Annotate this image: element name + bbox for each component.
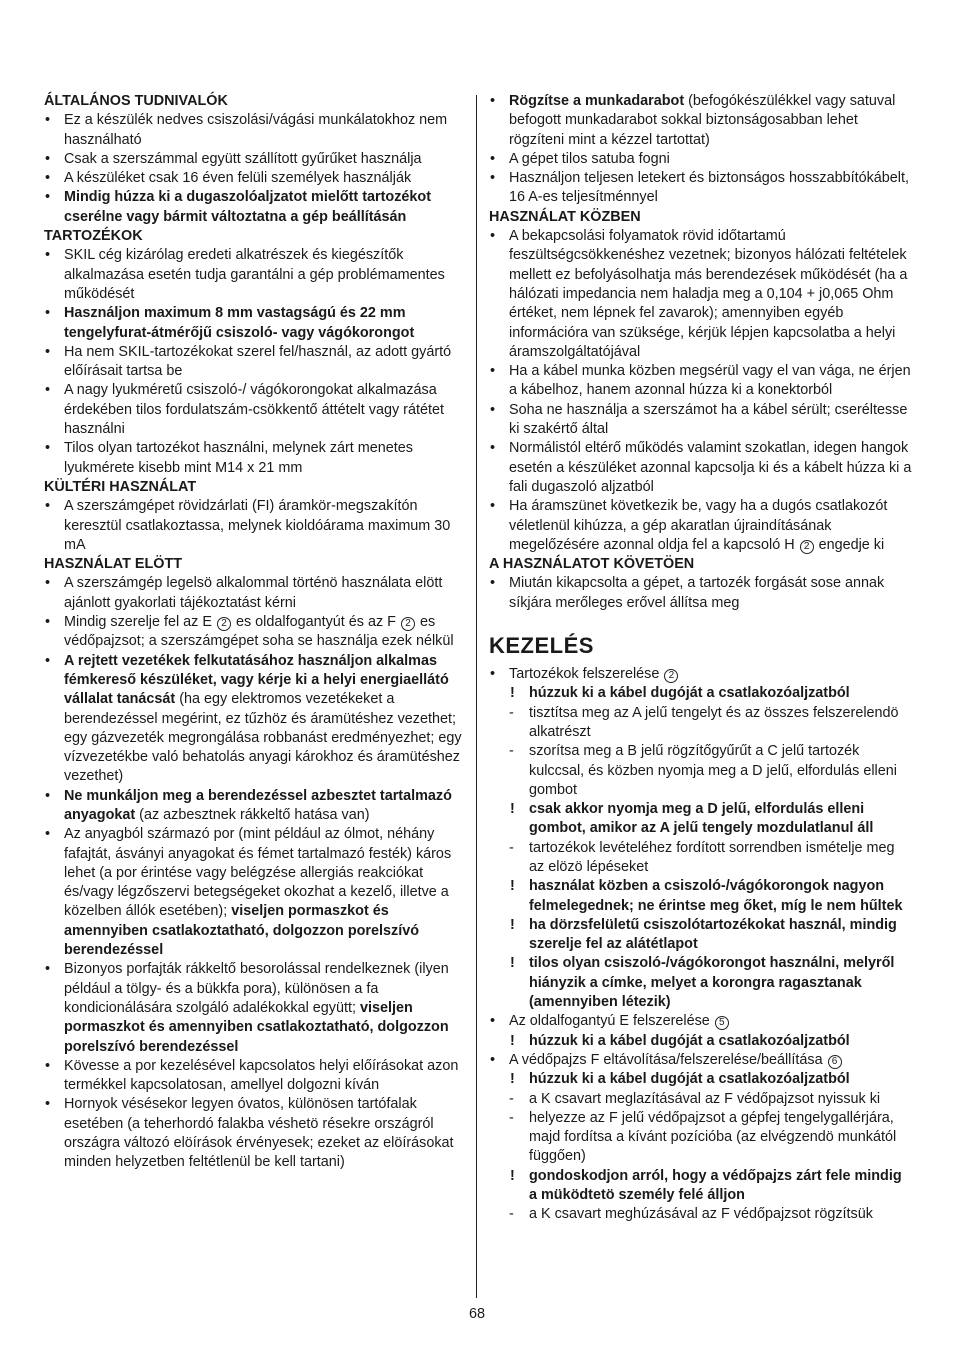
plain-text: Az anyagból származó por (mint például az ólmot, néhány fafajtát, ásványi anyagokat és fémet tartalmazó festék) káros lehet (a por érintése vagy belégzése allergiás reakciókat és/vagy légzőszervi betegségeket okozhat a kezelő, illetve a közelben állók esetében); xyxy=(64,826,452,920)
dash-item xyxy=(489,839,913,878)
bold-text: húzzuk ki a kábel dugóját a csatlakozóaljzatból xyxy=(529,1071,850,1088)
bullet-item xyxy=(489,1012,913,1031)
warning-marker: ! xyxy=(510,801,515,818)
plain-text: Mindig szerelje fel az E xyxy=(64,614,216,631)
plain-text: a K csavart meghúzásával az F védőpajzsot rögzítsük xyxy=(529,1206,873,1223)
item-text xyxy=(64,112,447,147)
bullet-item xyxy=(44,169,464,188)
bullet-marker: • xyxy=(45,498,51,515)
plain-text: Ez a készülék nedves csiszolási/vágási munkálatokhoz nem használható xyxy=(64,112,448,148)
warning-item xyxy=(489,954,913,1012)
item-text xyxy=(529,801,873,836)
section-title-kezeles: KEZELÉS xyxy=(489,633,594,659)
plain-text: Csak a szerszámmal együtt szállított gyűrűket használja xyxy=(64,150,422,167)
bullet-marker: • xyxy=(490,363,496,380)
dash-item xyxy=(489,704,913,743)
bold-text: A rejtett vezetékek felkutatásához használjon alkalmas fémkereső készüléket, vagy kérje ki a helyi energiaellátó vállalat tanácsát xyxy=(64,652,449,708)
item-text xyxy=(529,1033,850,1049)
heading-hasznalat-elott: HASZNÁLAT ELÖTT xyxy=(44,556,183,573)
plain-text: engedje ki xyxy=(814,536,885,553)
figure-ref-badge: 2 xyxy=(800,540,814,554)
bullet-item xyxy=(489,227,913,362)
item-text xyxy=(529,1071,850,1087)
item-text xyxy=(64,151,422,167)
bullet-marker: • xyxy=(45,1057,51,1074)
plain-text: A védőpajzs F eltávolítása/felszerelése/beállítása xyxy=(509,1051,827,1068)
bullet-item xyxy=(44,960,464,1056)
dash-marker: - xyxy=(509,1206,514,1223)
bullet-marker: • xyxy=(45,826,51,843)
item-text xyxy=(529,1091,880,1107)
figure-ref-badge: 5 xyxy=(715,1016,729,1030)
bullet-item xyxy=(489,439,913,497)
bullet-marker: • xyxy=(45,961,51,978)
warning-marker: ! xyxy=(510,955,515,972)
plain-text: Bizonyos porfajták rákkeltő besorolással rendelkeznek (ilyen például a tölgy- és a bükkfa pora), különösen a fa kondicionálására szolgáló adalékokkal együtt; xyxy=(64,961,449,1016)
left-column xyxy=(44,92,464,1173)
plain-text: SKIL cég kizárólag eredeti alkatrészek és kiegészítők alkalmazása esetén tudja garantálni a gép problémamentes működését xyxy=(64,247,445,302)
item-text xyxy=(64,440,413,475)
bullet-item xyxy=(44,381,464,439)
bold-text: csak akkor nyomja meg a D jelű, elfordulás elleni gombot, amikor az A jelű tengely mozdulatlanul áll xyxy=(529,801,874,837)
item-text xyxy=(64,498,450,553)
bullet-item xyxy=(44,150,464,169)
warning-item xyxy=(489,684,913,703)
item-text xyxy=(64,170,411,186)
bold-text: húzzuk ki a kábel dugóját a csatlakozóaljzatból xyxy=(529,1032,850,1049)
right-column xyxy=(489,92,913,1225)
bullet-marker: • xyxy=(45,382,51,399)
heading-tartozekok: TARTOZÉKOK xyxy=(44,228,143,245)
item-text xyxy=(509,363,911,398)
dash-marker: - xyxy=(509,704,514,721)
plain-text: A szerszámgép legelsö alkalommal történö használata elött ajánlott gyakorlati tájékoztatást kérni xyxy=(64,575,443,611)
heading-hasznalat-kozben: HASZNÁLAT KÖZBEN xyxy=(489,208,641,225)
bold-text: viseljen pormaszkot és amennyiben csatlakoztatható, dolgozzon porelszívó berendezéssel xyxy=(64,903,420,959)
plain-text: A bekapcsolási folyamatok rövid időtartamú feszültségcsökkenéshez vezetnek; bizonyos hálózati feltételek mellett ez befolyásolhatja más berendezések működését (ha a hálózati impedancia nem haladja meg a 0,104 + j0,065 Ohm értéket, nem lépnek fel zavarok); amennyiben egyéb információra van szüksége, kérjük lépjen kapcsolatba a helyi áramszolgáltatójával xyxy=(509,228,908,360)
plain-text: (az azbesztnek rákkeltő hatása van) xyxy=(135,806,370,823)
dash-marker: - xyxy=(509,1109,514,1126)
figure-ref-badge: 2 xyxy=(401,617,415,631)
item-text xyxy=(64,961,449,1054)
item-text xyxy=(529,743,897,798)
warning-marker: ! xyxy=(510,878,515,895)
bullet-marker: • xyxy=(490,228,496,245)
item-text xyxy=(509,1052,843,1068)
bullet-marker: • xyxy=(490,170,496,187)
item-text xyxy=(64,826,451,958)
bullet-item xyxy=(44,188,464,227)
item-text xyxy=(529,685,850,701)
bullet-marker: • xyxy=(45,247,51,264)
bullet-item xyxy=(489,92,913,150)
item-text xyxy=(529,1168,902,1203)
plain-text: (ha egy elektromos vezetékeket a berendezéssel megérint, ez tűzhöz és áramütéshez vezethet; egy gázvezeték megrongálása robbanást eredményezhet; egy vízvezetékbe való behatolás anyagi károkhoz és áramütéshez vezethet) xyxy=(64,691,462,785)
dash-item xyxy=(489,742,913,800)
item-text xyxy=(64,614,454,649)
plain-text: Az oldalfogantyú E felszerelése xyxy=(509,1013,714,1030)
warning-item xyxy=(489,877,913,916)
plain-text: Hornyok vésésekor legyen óvatos, különösen tartófalak esetében (a teherhordó falakba véshetö résekre országról országra változó elöírások érvényesek; ezeket az elöírásokat minden helyzetben feltétlenül be kell tartani) xyxy=(64,1096,454,1171)
bold-text: használat közben a csiszoló-/vágókorongok nagyon felmelegednek; ne érintse meg őket, míg le nem hűltek xyxy=(529,878,903,914)
plain-text: Soha ne használja a szerszámot ha a kábel sérült; cseréltesse ki szakértő által xyxy=(509,401,908,438)
item-text xyxy=(529,1110,896,1165)
plain-text: es oldalfogantyút és az F xyxy=(231,614,400,631)
bullet-marker: • xyxy=(45,305,51,322)
item-text xyxy=(529,917,897,952)
item-text xyxy=(509,151,670,167)
heading-altalanos: ÁLTALÁNOS TUDNIVALÓK xyxy=(44,93,228,109)
bold-text: tilos olyan csiszoló-/vágókorongot használni, melyről hiányzik a címke, melyet a korongra ragasztanak (amennyiben létezik) xyxy=(529,955,895,1011)
item-text xyxy=(64,382,444,437)
dash-marker: - xyxy=(509,1090,514,1107)
warning-item xyxy=(489,800,913,839)
bullet-item xyxy=(44,439,464,478)
dash-item xyxy=(489,1109,913,1167)
bullet-marker: • xyxy=(45,575,51,592)
item-text xyxy=(64,189,431,224)
bullet-item xyxy=(489,401,913,440)
bullet-marker: • xyxy=(45,112,51,129)
dash-item xyxy=(489,1090,913,1109)
plain-text: Kövesse a por kezelésével kapcsolatos helyi előírásokat azon termékkel kapcsolatosan, amellyel dolgozni kíván xyxy=(64,1057,459,1094)
item-text xyxy=(64,653,462,785)
plain-text: es védőpajzsot; a szerszámgépet soha se használja ezek nélkül xyxy=(64,614,454,650)
bold-text: gondoskodjon arról, hogy a védőpajzs zárt fele mindig a müködtetö személy felé álljon xyxy=(529,1167,902,1204)
item-text xyxy=(509,575,884,610)
item-text xyxy=(64,247,445,302)
item-text xyxy=(509,402,907,437)
heading-hasznalatot-kovetoen: A HASZNÁLATOT KÖVETÖEN xyxy=(489,556,695,573)
plain-text: helyezze az F jelű védőpajzsot a gépfej tengelygallérjára, majd fordítsa a kívánt pozícióba (az elvégzendö munkától függően) xyxy=(529,1109,897,1165)
warning-marker: ! xyxy=(510,1167,515,1184)
warning-marker: ! xyxy=(510,916,515,933)
warning-marker: ! xyxy=(510,1032,515,1049)
figure-ref-badge: 6 xyxy=(828,1055,842,1069)
item-text xyxy=(529,955,894,1010)
bullet-marker: • xyxy=(45,343,51,360)
warning-item xyxy=(489,916,913,955)
item-text xyxy=(509,666,679,682)
bold-text: viseljen pormaszkot és amennyiben csatlakoztatható, dolgozzon porelszívó berendezéssel xyxy=(64,999,449,1055)
bullet-marker: • xyxy=(45,787,51,804)
plain-text: a K csavart meglazításával az F védőpajzsot nyissuk ki xyxy=(529,1090,881,1107)
bullet-marker: • xyxy=(490,1051,496,1068)
bullet-item xyxy=(44,825,464,960)
item-text xyxy=(529,705,899,740)
plain-text: Normálistól eltérő működés valamint szokatlan, idegen hangok esetén a készüléket azonnal kapcsolja ki és a kábelt húzza ki a fali dugaszoló aljzatból xyxy=(509,440,912,495)
item-text xyxy=(64,575,442,610)
item-text xyxy=(509,440,911,495)
plain-text: szorítsa meg a B jelű rögzítőgyűrűt a C jelű tartozék kulccsal, és közben nyomja meg a D jelű, elfordulás elleni gombot xyxy=(529,743,897,798)
plain-text: A szerszámgépet rövidzárlati (FI) áramkör-megszakítón keresztül csatlakoztassa, melynek kioldóárama maximum 30 mA xyxy=(64,498,451,553)
plain-text: A gépet tilos satuba fogni xyxy=(509,150,670,167)
item-text xyxy=(64,1096,454,1170)
bullet-marker: • xyxy=(490,575,496,592)
item-text xyxy=(509,228,907,360)
bullet-marker: • xyxy=(45,150,51,167)
item-text xyxy=(529,878,902,913)
bullet-item xyxy=(489,362,913,401)
bullet-marker: • xyxy=(490,1013,496,1030)
column-divider xyxy=(476,95,477,1298)
page-number: 68 xyxy=(468,1306,485,1322)
bullet-marker: • xyxy=(490,150,496,167)
bold-text: ha dörzsfelületű csiszolótartozékokat használ, mindig szerelje fel az alátétlapot xyxy=(529,916,897,953)
bullet-item xyxy=(489,1051,913,1070)
plain-text: Ha áramszünet következik be, vagy ha a dugós csatlakozót véletlenül kihúzza, a gép akaratlan újraindításának megelőzésére azonnal oldja fel a kapcsoló H xyxy=(509,498,888,553)
item-text xyxy=(529,840,895,875)
warning-marker: ! xyxy=(510,1071,515,1088)
bold-text: Ne munkáljon meg a berendezéssel azbesztet tartalmazó anyagokat xyxy=(64,787,452,823)
plain-text: Ha a kábel munka közben megsérül vagy el van vága, ne érjen a kábelhoz, hanem azonnal húzza ki a konektorból xyxy=(509,363,911,399)
bullet-item xyxy=(44,652,464,787)
bullet-marker: • xyxy=(45,652,51,669)
bullet-item xyxy=(489,574,913,613)
bullet-marker: • xyxy=(45,189,51,206)
warning-item xyxy=(489,1070,913,1089)
bullet-marker: • xyxy=(490,93,496,109)
bullet-item xyxy=(44,497,464,555)
bold-text: húzzuk ki a kábel dugóját a csatlakozóaljzatból xyxy=(529,685,850,702)
bullet-item xyxy=(44,613,464,652)
bullet-item xyxy=(44,1095,464,1172)
bullet-marker: • xyxy=(45,1096,51,1113)
item-text xyxy=(64,1058,458,1093)
warning-item xyxy=(489,1032,913,1051)
bullet-item xyxy=(44,111,464,150)
bullet-item xyxy=(44,304,464,343)
plain-text: A készüléket csak 16 éven felüli személyek használják xyxy=(64,170,412,187)
item-text xyxy=(509,93,895,148)
dash-marker: - xyxy=(509,839,514,856)
bullet-marker: • xyxy=(490,498,496,515)
bullet-item xyxy=(489,169,913,208)
bullet-marker: • xyxy=(45,440,51,457)
item-text xyxy=(509,498,887,553)
bullet-item xyxy=(44,787,464,826)
item-text xyxy=(64,305,414,340)
plain-text: Tilos olyan tartozékot használni, melynek zárt menetes lyukmérete kisebb mint M14 x 21 mm xyxy=(64,440,414,476)
figure-ref-badge: 2 xyxy=(217,617,231,631)
bullet-marker: • xyxy=(490,401,496,418)
plain-text: tisztítsa meg az A jelű tengelyt és az összes felszerelendö alkatrészt xyxy=(529,704,899,740)
bullet-marker: • xyxy=(45,170,51,187)
item-text xyxy=(509,170,909,205)
bullet-item xyxy=(44,343,464,382)
bullet-item xyxy=(44,246,464,304)
bullet-item xyxy=(489,497,913,555)
item-text xyxy=(64,788,452,823)
heading-kulteri: KÜLTÉRI HASZNÁLAT xyxy=(44,478,197,495)
item-text xyxy=(509,1013,730,1029)
dash-marker: - xyxy=(509,743,514,760)
figure-ref-badge: 2 xyxy=(664,669,678,683)
item-text xyxy=(529,1206,873,1222)
plain-text: Használjon teljesen letekert és biztonságos hosszabbítókábelt, 16 A-es teljesítménnyel xyxy=(509,170,909,206)
plain-text: (befogókészülékkel vagy satuval befogott munkadarabot sokkal biztonságosabban lehet rögzíteni mint a kézzel tartottat) xyxy=(509,93,896,148)
bold-text: Használjon maximum 8 mm vastagságú és 22 mm tengelyfurat-átmérőjű csiszoló- vagy vágókorongot xyxy=(64,305,415,341)
bullet-marker: • xyxy=(490,666,496,683)
bullet-item xyxy=(489,150,913,169)
warning-marker: ! xyxy=(510,685,515,702)
bold-text: Mindig húzza ki a dugaszolóaljzatot mielőtt tartozékot cserélne vagy bármit változtatna a gép beállításán xyxy=(64,189,431,225)
warning-item xyxy=(489,1167,913,1206)
bullet-item xyxy=(44,574,464,613)
bullet-item xyxy=(44,1057,464,1096)
bullet-marker: • xyxy=(490,440,496,457)
plain-text: A nagy lyukméretű csiszoló-/ vágókorongokat alkalmazása érdekében tilos fordulatszám-csökkentő áttételt vagy rátétet használni xyxy=(64,382,444,438)
bold-text: Rögzítse a munkadarabot xyxy=(509,93,685,109)
plain-text: tartozékok levételéhez fordított sorrendben ismételje meg az elözö lépéseket xyxy=(529,839,895,875)
bullet-item xyxy=(489,665,913,684)
bullet-marker: • xyxy=(45,614,51,631)
dash-item xyxy=(489,1205,913,1224)
item-text xyxy=(64,344,451,379)
plain-text: Miután kikapcsolta a gépet, a tartozék forgását sose annak síkjára merőleges erővel állítsa meg xyxy=(509,575,885,611)
plain-text: Ha nem SKIL-tartozékokat szerel fel/használ, az adott gyártó előírásait tartsa be xyxy=(64,343,452,380)
plain-text: Tartozékok felszerelése xyxy=(509,666,664,683)
